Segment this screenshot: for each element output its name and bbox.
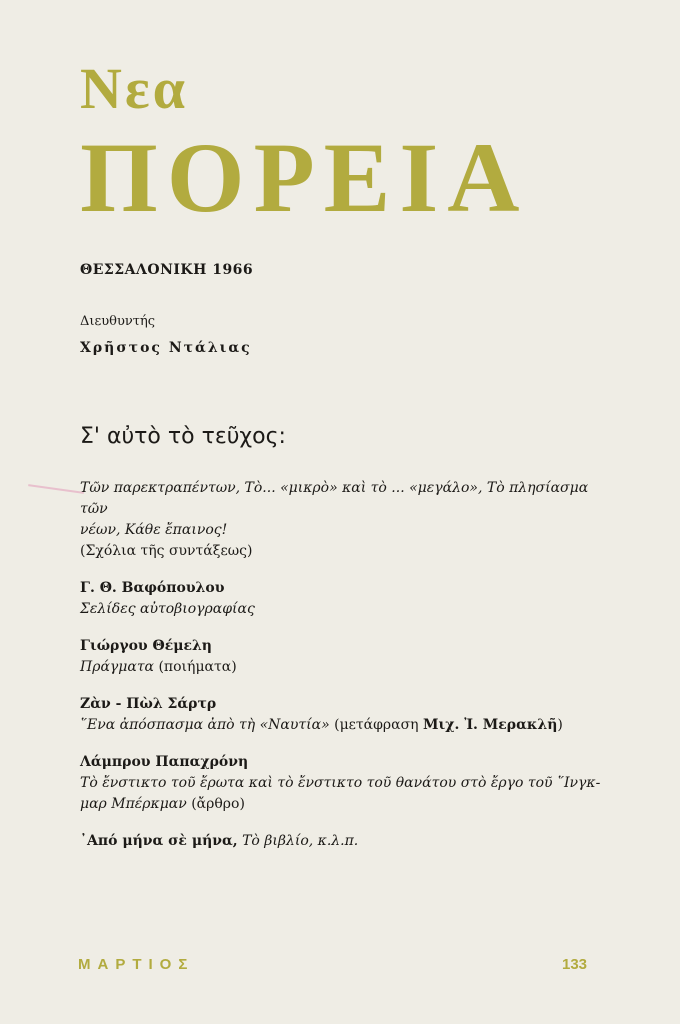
contents-entry-papachronis bbox=[80, 752, 620, 815]
contents-heading: Σ' αὐτὸ τὸ τεῦχος: bbox=[80, 424, 286, 449]
entry-title: μαρ Μπέρκμαν bbox=[80, 796, 187, 812]
entry-note: (μετάφραση bbox=[334, 717, 419, 733]
entry-title: ῞Ενα ἀπόσπασμα ἀπὸ τὴ «Ναυτία» bbox=[80, 717, 330, 733]
entry-title: νέων, Κάθε ἔπαινος! bbox=[80, 522, 228, 538]
entry-note-close: ) bbox=[557, 717, 563, 733]
ink-mark bbox=[28, 484, 84, 494]
entry-translator: Μιχ. Ἰ. Μερακλῆ bbox=[423, 717, 558, 733]
contents-entry-themelis bbox=[80, 636, 620, 678]
entry-section: ᾿Από μήνα σὲ μήνα, bbox=[80, 833, 238, 849]
entry-title: Τὸ ἔνστικτο τοῦ ἔρωτα καὶ τὸ ἔνστικτο τοῦ θανάτου στὸ ἔργο τοῦ ῞Ινγκ- bbox=[80, 775, 601, 791]
entry-note: (ποιήματα) bbox=[158, 659, 237, 675]
entry-note: (ἄρθρο) bbox=[191, 796, 245, 812]
entry-author: Λάμπρου Παπαχρόνη bbox=[80, 754, 249, 770]
entry-title: Τὸ βιβλίο, κ.λ.π. bbox=[242, 833, 359, 849]
entry-author: Ζὰν - Πὼλ Σάρτρ bbox=[80, 696, 217, 712]
table-of-contents bbox=[80, 478, 620, 868]
footer-month: ΜΑΡΤΙΟΣ bbox=[78, 956, 195, 973]
entry-author: Γ. Θ. Βαφόπουλου bbox=[80, 580, 225, 596]
contents-entry-vafopoulos bbox=[80, 578, 620, 620]
director-label: Διευθυντής bbox=[80, 314, 156, 329]
masthead-title-small: Νεα bbox=[80, 56, 189, 121]
place-year: ΘΕΣΣΑΛΟΝΙΚΗ 1966 bbox=[80, 262, 254, 278]
contents-entry-sartre bbox=[80, 694, 620, 736]
entry-title: Πράγματα bbox=[80, 659, 155, 675]
contents-entry-editorial bbox=[80, 478, 620, 562]
masthead-title-big: ΠΟΡΕΙΑ bbox=[80, 122, 529, 233]
page-number: 133 bbox=[562, 956, 588, 973]
entry-title: Τῶν παρεκτραπέντων, Τὸ... «μικρὸ» καὶ τὸ ... «μεγάλο», Τὸ πλησίασμα τῶν bbox=[80, 480, 589, 517]
director-name: Χρῆστος Ντάλιας bbox=[80, 340, 252, 356]
entry-note: (Σχόλια τῆς συντάξεως) bbox=[80, 543, 253, 559]
contents-entry-monthly bbox=[80, 831, 620, 852]
entry-author: Γιώργου Θέμελη bbox=[80, 638, 212, 654]
entry-title: Σελίδες αὐτοβιογραφίας bbox=[80, 601, 255, 617]
